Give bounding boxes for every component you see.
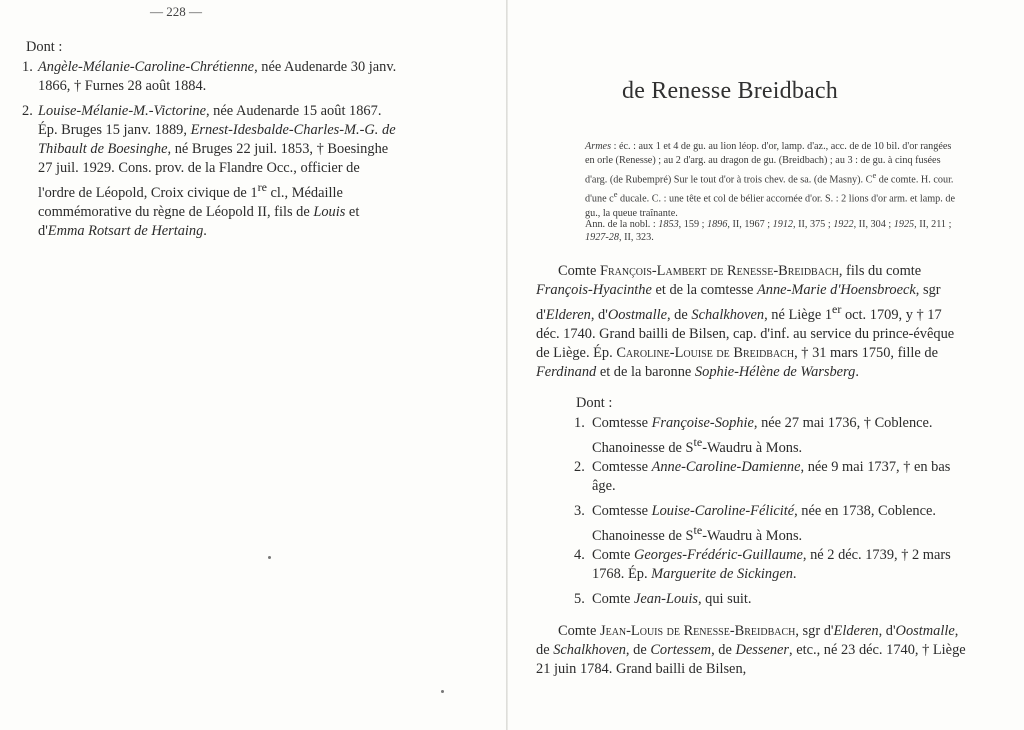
list-item [22,102,398,241]
page-gutter [506,0,508,730]
item-number: 5. [574,591,585,607]
coat-of-arms-text: Armes : éc. : aux 1 et 4 de gu. au lion léop. d'or, lamp. d'az., acc. de de 10 bil. d'or rangées en orle (Renesse) ; au 2 d'arg. au dragon de gu. (Breidbach) ; au 3 : de gu. à cinq fusées d'arg. (de Rubempré) Sur le tout d'or à trois chev. de sa. (de Masny). Ce de comte. H. cour. d'une $c^e$ ducale. C. : une tête et col de bélier accornée d'or. S. : 2 lions d'or arm. et lamp. de gu., la queue traînante. [585,141,955,219]
list-item [574,458,964,496]
annuaire-references: Ann. de la nobl. : 1853, 159 ; 1896, II, 1967 ; 1912, II, 375 ; 1922, II, 304 ; 1925, II, 211 ; 1927-28, II, 323. [585,219,952,243]
paragraph-francois-lambert: Comte François-Lambert de Renesse-Breidbach, fils du comte François-Hyacinthe et de la comtesse Anne-Marie d'Hoensbroeck, sgr d'Elderen, d'Oostmalle, de Schalkhoven, né Liège 1er oct. 1709, y † 17 déc. 1740. Grand bailli de Bilsen, cap. d'inf. au service du prince-évêque de Liège. Ép. Caroline-Louise de Breidbach, † 31 mars 1750, fille de Ferdinand et de la baronne Sophie-Hélène de Warsberg. [536,263,955,380]
list-item [574,546,964,584]
paper-speck [268,556,271,559]
paragraph-jean-louis: Comte Jean-Louis de Renesse-Breidbach, sgr d'Elderen, d'Oostmalle, de Schalkhoven, de Cortessem, de Dessener, etc., né 23 déc. 1740, † Liège 21 juin 1784. Grand bailli de Bilsen, [536,623,966,677]
intro-dont: Dont : [576,395,613,411]
item-text: Comte Georges-Frédéric-Guillaume, né 2 déc. 1739, † 2 mars 1768. Ép. Marguerite de Sickingen. [592,547,951,582]
item-number: 3. [574,503,585,519]
list-item [574,590,964,609]
item-number: 2. [574,459,585,475]
intro-dont: Dont : [26,39,63,55]
family-title: de Renesse Breidbach [622,78,838,104]
item-text: Angèle-Mélanie-Caroline-Chrétienne, née Audenarde 30 janv. 1866, † Furnes 28 août 1884. [38,59,397,94]
item-text: Comte Jean-Louis, qui suit. [592,591,752,607]
item-text: Comtesse Anne-Caroline-Damienne, née 9 mai 1737, † en bas âge. [592,459,951,494]
list-item [22,58,398,96]
page-number: — 228 — [150,4,202,19]
right-page [510,0,1024,730]
item-text: Louise-Mélanie-M.-Victorine, née Audenarde 15 août 1867. Ép. Bruges 15 janv. 1889, Ernest-Idesbalde-Charles-M.-G. de Thibault de Boesinghe, né Bruges 22 juil. 1853, † Boesinghe 27 juil. 1929. Cons. prov. de la Flandre Occ., officier de l'ordre de Léopold, Croix civique de 1re cl., Médaille commémorative du règne de Léopold II, fils de Louis et d'Emma Rotsart de Hertaing. [38,103,396,239]
item-number: 4. [574,547,585,563]
item-number: 1. [22,59,33,75]
item-text: Comtesse Françoise-Sophie, née 27 mai 1736, † Coblence. Chanoinesse de $S^{te}$-Waudru à Mons. [592,415,933,456]
paper-speck [441,690,444,693]
item-text: Comtesse Louise-Caroline-Félicité, née en 1738, Coblence. Chanoinesse de $S^{te}$-Waudru à Mons. [592,503,936,544]
list-item [574,414,964,458]
list-item [574,502,964,546]
left-page [0,0,508,730]
item-number: 1. [574,415,585,431]
item-number: 2. [22,103,33,119]
